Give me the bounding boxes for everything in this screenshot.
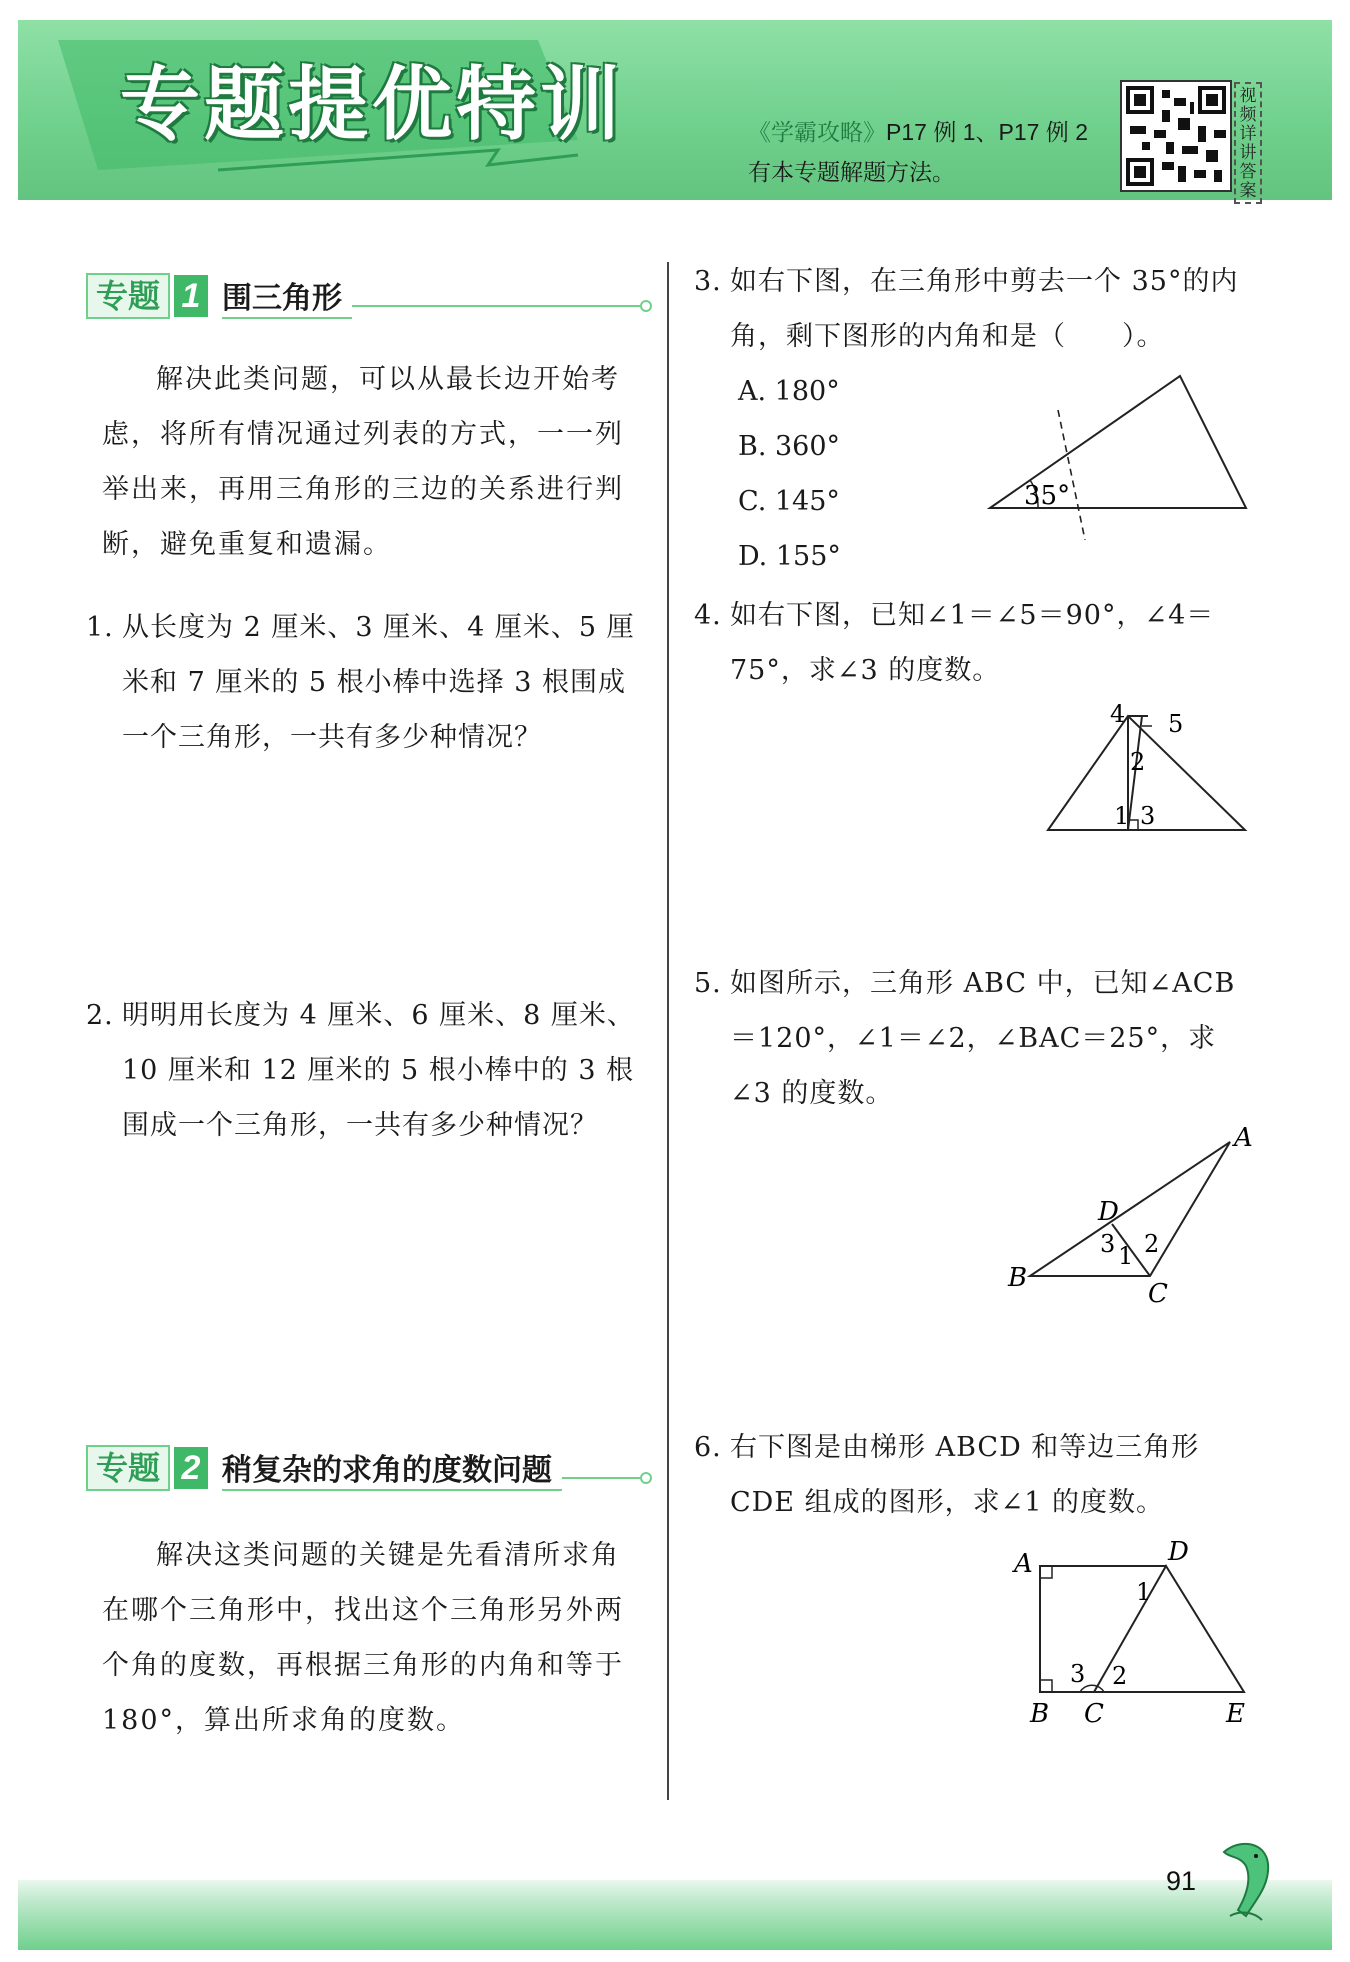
question-5-number: 5.	[694, 968, 722, 999]
q6-label-b: B	[1030, 1699, 1050, 1729]
dolphin-icon	[1210, 1836, 1276, 1926]
q6-label-2: 2	[1112, 1662, 1128, 1690]
q6-label-d: D	[1168, 1537, 1189, 1567]
ref-pages: P17 例 1、P17 例 2	[886, 119, 1088, 145]
column-divider	[667, 262, 669, 1800]
q4-label-3: 3	[1140, 802, 1156, 830]
question-3	[694, 254, 1254, 364]
ref-book: 《学霸攻略》	[748, 119, 886, 145]
question-4	[694, 588, 1254, 698]
topic2-header	[86, 1444, 652, 1492]
question-5	[694, 956, 1254, 1121]
q5-label-a: A	[1234, 1123, 1253, 1153]
ref-note: 有本专题解题方法。	[748, 159, 955, 185]
page-title: 专题提优特训	[120, 60, 624, 149]
question-3-number: 3.	[694, 266, 722, 297]
reference-note	[748, 112, 1088, 192]
question-2	[86, 988, 646, 1153]
question-3-text: 如右下图，在三角形中剪去一个 35°的内角，剩下图形的内角和是（ ）。	[730, 266, 1239, 352]
figure-q3-triangle	[970, 360, 1260, 550]
question-3-choices	[738, 364, 841, 584]
q4-label-1: 1	[1114, 802, 1130, 830]
topic1-title: 围三角形	[222, 273, 352, 319]
topic2-intro: 解决这类问题的关键是先看清所求角在哪个三角形中，找出这个三角形另外两个角的度数，再根据三角形的内角和等于 180°，算出所求角的度数。	[102, 1540, 624, 1736]
q6-label-3: 3	[1070, 1660, 1086, 1688]
figure-q4-triangle	[1030, 700, 1260, 840]
choice-c[interactable]: C. 145°	[738, 486, 840, 517]
qr-code-icon	[1122, 82, 1230, 190]
topic1-header	[86, 272, 652, 320]
q6-label-c: C	[1084, 1699, 1104, 1729]
page-number: 91	[1166, 1866, 1197, 1896]
topic2-title: 稍复杂的求角的度数问题	[222, 1445, 562, 1491]
question-1	[86, 600, 646, 765]
q5-label-2: 2	[1144, 1230, 1160, 1258]
question-6-text: 右下图是由梯形 ABCD 和等边三角形 CDE 组成的图形，求∠1 的度数。	[730, 1432, 1200, 1518]
topic2-rule	[562, 1477, 640, 1479]
q4-label-4: 4	[1110, 700, 1126, 728]
topic1-rule	[352, 305, 640, 307]
q5-label-3: 3	[1100, 1230, 1116, 1258]
q4-label-2: 2	[1130, 748, 1146, 776]
topic2-num: 2	[174, 1447, 208, 1489]
topic1-intro: 解决此类问题，可以从最长边开始考虑，将所有情况通过列表的方式，一一列举出来，再用三角形的三边的关系进行判断，避免重复和遗漏。	[102, 364, 624, 560]
question-6-number: 6.	[694, 1432, 722, 1463]
question-4-number: 4.	[694, 600, 722, 631]
question-6	[694, 1420, 1254, 1530]
question-1-number: 1.	[86, 612, 114, 643]
question-5-text: 如图所示，三角形 ABC 中，已知∠ACB＝120°，∠1＝∠2，∠BAC＝25°，求∠3 的度数。	[730, 968, 1236, 1109]
q6-label-e: E	[1226, 1699, 1245, 1729]
qr-note: 视频详讲答案	[1234, 82, 1262, 204]
choice-d[interactable]: D. 155°	[738, 541, 841, 572]
topic1-num: 1	[174, 275, 208, 317]
choice-b[interactable]: B. 360°	[738, 431, 841, 462]
q5-label-c: C	[1148, 1279, 1168, 1309]
topic1-rule-end	[640, 300, 652, 312]
q5-label-1: 1	[1118, 1242, 1134, 1270]
figure-q6-trapezoid	[1000, 1536, 1260, 1736]
q6-label-a: A	[1014, 1549, 1033, 1579]
footer-band	[18, 1880, 1332, 1950]
figure-q5-triangle	[1000, 1120, 1260, 1310]
q5-label-b: B	[1008, 1263, 1028, 1293]
question-2-number: 2.	[86, 1000, 114, 1031]
q5-label-d: D	[1098, 1197, 1119, 1227]
q4-label-5: 5	[1168, 710, 1184, 738]
topic2-rule-end	[640, 1472, 652, 1484]
question-4-text: 如右下图，已知∠1＝∠5＝90°，∠4＝75°，求∠3 的度数。	[730, 600, 1215, 686]
choice-a[interactable]: A. 180°	[738, 376, 840, 407]
question-2-text: 明明用长度为 4 厘米、6 厘米、8 厘米、10 厘米和 12 厘米的 5 根小棒中的 3 根围成一个三角形，一共有多少种情况？	[122, 1000, 635, 1141]
question-1-text: 从长度为 2 厘米、3 厘米、4 厘米、5 厘米和 7 厘米的 5 根小棒中选择 3 根围成一个三角形，一共有多少种情况？	[122, 612, 635, 753]
qr-code[interactable]	[1120, 80, 1232, 192]
topic2-tag: 专题	[86, 1445, 170, 1491]
q6-label-1: 1	[1136, 1578, 1152, 1606]
topic1-tag: 专题	[86, 273, 170, 319]
q3-angle-label: 35°	[1024, 481, 1071, 511]
